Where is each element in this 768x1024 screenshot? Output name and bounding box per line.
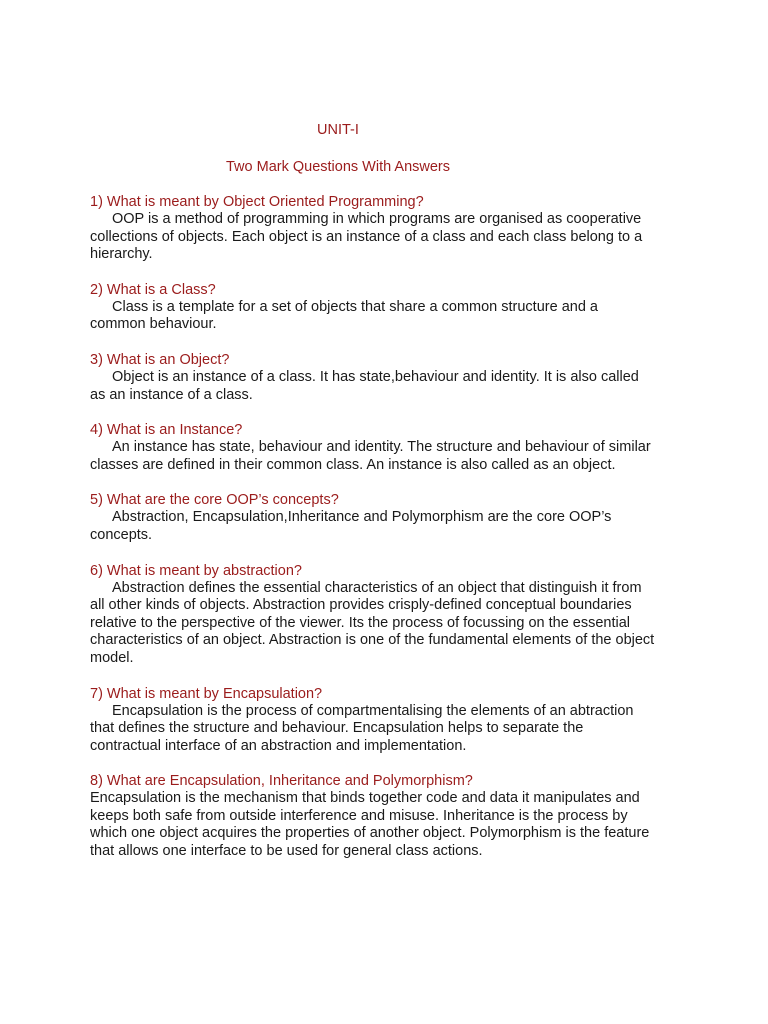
answer-line: as an instance of a class. xyxy=(90,386,253,403)
answer-line: Object is an instance of a class. It has state,behaviour and identity. It is also called xyxy=(112,368,639,385)
qa-item xyxy=(90,685,690,756)
answer-line: common behaviour. xyxy=(90,316,217,333)
qa-item xyxy=(90,772,690,860)
question-heading: 8) What are Encapsulation, Inheritance and Polymorphism? xyxy=(90,773,473,790)
question-heading: 7) What is meant by Encapsulation? xyxy=(90,685,323,702)
answer-line: Encapsulation is the process of compartmentalising the elements of an abtraction xyxy=(112,702,634,719)
qa-item xyxy=(90,351,690,404)
answer-text xyxy=(90,580,690,668)
answer-line: keeps both safe from outside interference and misuse. Inheritance is the process by xyxy=(90,807,628,824)
answer-text xyxy=(90,703,690,756)
document-title: Two Mark Questions With Answers xyxy=(226,159,451,175)
answer-text xyxy=(90,299,690,334)
question-heading: 1) What is meant by Object Oriented Programming? xyxy=(90,194,424,210)
answer-line: contractual interface of an abstraction and implementation. xyxy=(90,737,467,754)
qa-item xyxy=(90,281,690,334)
question-heading: 3) What is an Object? xyxy=(90,351,230,368)
answer-line: Abstraction, Encapsulation,Inheritance and Polymorphism are the core OOP’s xyxy=(112,509,612,526)
answer-line: Abstraction defines the essential characteristics of an object that distinguish it from xyxy=(112,579,642,596)
answer-line: that allows one interface to be used for general class actions. xyxy=(90,843,483,860)
answer-line: An instance has state, behaviour and identity. The structure and behaviour of similar xyxy=(112,439,651,456)
qa-item xyxy=(90,193,690,264)
answer-line: Class is a template for a set of objects that share a common structure and a xyxy=(112,298,598,315)
answer-line: characteristics of an object. Abstraction is one of the fundamental elements of the object xyxy=(90,632,655,649)
answer-text xyxy=(90,509,690,544)
answer-line: that defines the structure and behaviour. Encapsulation helps to separate the xyxy=(90,720,584,737)
answer-line: concepts. xyxy=(90,526,153,543)
answer-line: classes are defined in their common class. An instance is also called as an object. xyxy=(90,456,616,473)
answer-text xyxy=(90,790,690,860)
answer-line: relative to the perspective of the viewer. Its the process of focussing on the essential xyxy=(90,614,631,631)
answer-line: collections of objects. Each object is an instance of a class and each class belong to a xyxy=(90,228,643,245)
answer-text xyxy=(90,369,690,404)
answer-line: model. xyxy=(90,649,134,666)
answer-text xyxy=(90,439,690,474)
answer-text xyxy=(90,211,690,264)
answer-line: hierarchy. xyxy=(90,246,153,263)
answer-line: all other kinds of objects. Abstraction provides crisply-defined conceptual boundaries xyxy=(90,597,632,614)
question-heading: 2) What is a Class? xyxy=(90,281,216,298)
unit-heading: UNIT-I xyxy=(317,122,359,138)
answer-line: Encapsulation is the mechanism that binds together code and data it manipulates and xyxy=(90,790,640,807)
question-heading: 4) What is an Instance? xyxy=(90,422,243,439)
question-heading: 6) What is meant by abstraction? xyxy=(90,562,302,579)
answer-line: which one object acquires the properties of another object. Polymorphism is the feature xyxy=(90,825,650,842)
answer-line: OOP is a method of programming in which programs are organised as cooperative xyxy=(112,211,642,227)
qa-item xyxy=(90,421,690,474)
qa-list xyxy=(90,193,690,861)
qa-item xyxy=(90,491,690,544)
question-heading: 5) What are the core OOP’s concepts? xyxy=(90,492,339,509)
qa-item xyxy=(90,562,690,668)
